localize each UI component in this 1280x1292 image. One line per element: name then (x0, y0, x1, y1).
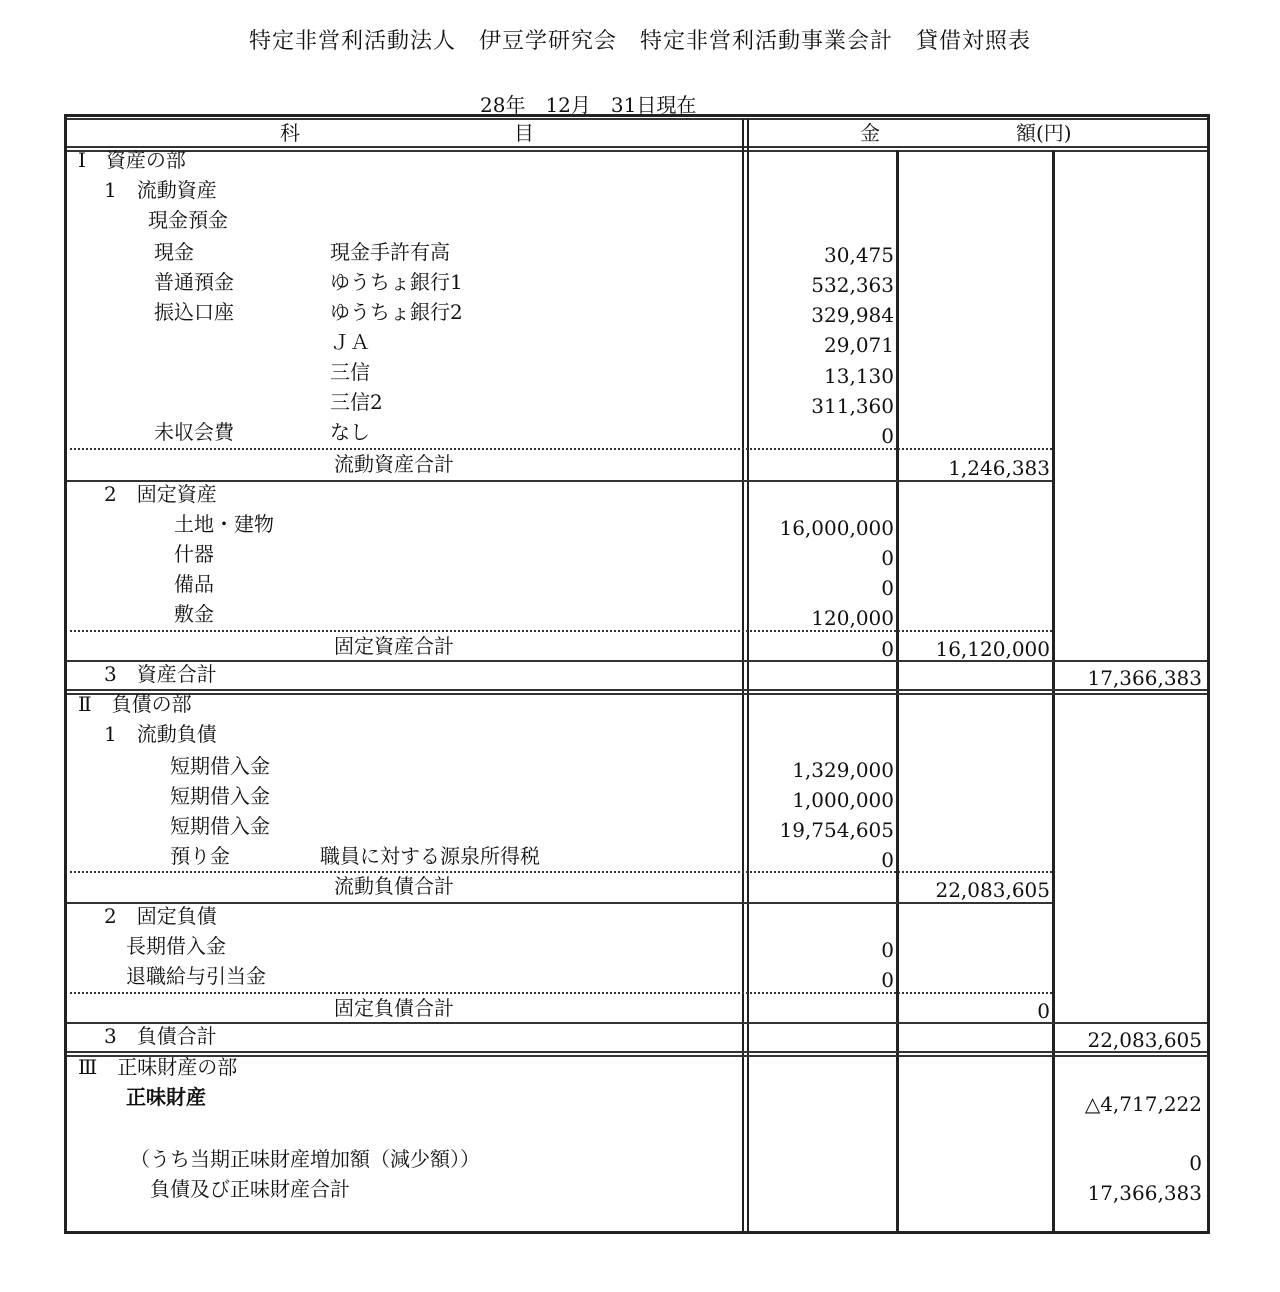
asset-detail: 三信2 (330, 390, 383, 414)
dotted-divider (70, 871, 1052, 873)
current-assets-total: 1,246,383 (948, 456, 1050, 480)
row-divider (67, 660, 1207, 662)
grand-total: 17,366,383 (1087, 1181, 1202, 1205)
asset-account: 振込口座 (154, 300, 234, 324)
net-assets-change-label: （うち当期正味財産増加額（減少額）） (130, 1147, 480, 1171)
report-title: 特定非営利活動法人 伊豆学研究会 特定非営利活動事業会計 貸借対照表 (248, 29, 1031, 54)
liabilities-section-heading: Ⅱ 負債の部 (78, 692, 192, 716)
fixed-liability-amount: 0 (881, 968, 894, 992)
current-liabilities-heading: 1 流動負債 (104, 722, 217, 746)
header-kamoku-1: 科 (280, 121, 300, 145)
dotted-divider (70, 992, 1052, 994)
liabilities-total: 22,083,605 (1087, 1028, 1202, 1052)
asset-detail: 現金手許有高 (330, 240, 450, 264)
liability-amount: 1,329,000 (792, 758, 894, 782)
net-assets-label: 正味財産 (126, 1085, 206, 1109)
header-amount-1: 金 (860, 121, 880, 145)
liability-amount: 1,000,000 (792, 788, 894, 812)
asset-detail: ゆうちょ銀行1 (330, 270, 463, 294)
fixed-asset-amount: 0 (881, 546, 894, 570)
header-top-line (67, 118, 1207, 120)
row-divider (67, 1022, 1207, 1024)
fixed-asset-account: 土地・建物 (174, 512, 274, 536)
asset-amount: 311,360 (811, 394, 894, 418)
liability-account: 短期借入金 (170, 814, 270, 838)
asset-account: 現金 (154, 240, 194, 264)
liability-account: 短期借入金 (170, 784, 270, 808)
asset-amount: 30,475 (824, 243, 894, 267)
fixed-liability-account: 長期借入金 (126, 934, 226, 958)
dotted-divider (70, 630, 1052, 632)
liability-account: 短期借入金 (170, 754, 270, 778)
asset-detail: ＪＡ (330, 330, 370, 354)
net-assets-section-heading: Ⅲ 正味財産の部 (78, 1055, 238, 1079)
fixed-liabilities-total-label: 固定負債合計 (334, 996, 454, 1020)
fixed-liability-account: 退職給与引当金 (126, 964, 266, 988)
fixed-liability-amount: 0 (881, 938, 894, 962)
assets-total-label: 3 資産合計 (104, 662, 217, 686)
col-divider-kamoku (742, 118, 749, 1234)
liability-amount: 0 (881, 848, 894, 872)
current-assets-total-label: 流動資産合計 (334, 452, 454, 476)
header-bottom-line (67, 146, 1207, 152)
net-assets-amount: △4,717,222 (1084, 1092, 1202, 1116)
asset-amount: 329,984 (811, 303, 894, 327)
net-assets-change-amount: 0 (1189, 1151, 1202, 1175)
fixed-asset-amount: 0 (881, 576, 894, 600)
cash-deposits-label: 現金預金 (148, 208, 228, 232)
asset-detail: 三信 (330, 360, 370, 384)
current-liabilities-total-label: 流動負債合計 (334, 874, 454, 898)
fixed-assets-total-label: 固定資産合計 (334, 634, 454, 658)
fixed-liabilities-total: 0 (1037, 999, 1050, 1023)
asset-amount: 0 (881, 424, 894, 448)
asset-detail: なし (330, 420, 370, 444)
grand-total-label: 負債及び正味財産合計 (150, 1177, 350, 1201)
liability-amount: 19,754,605 (779, 818, 894, 842)
asset-account: 未収会費 (154, 420, 234, 444)
asset-amount: 29,071 (824, 333, 894, 357)
fixed-asset-amount: 16,000,000 (779, 516, 894, 540)
asset-amount: 532,363 (811, 273, 894, 297)
section-divider (67, 689, 1207, 695)
current-assets-heading: 1 流動資産 (104, 178, 217, 202)
fixed-assets-heading: 2 固定資産 (104, 482, 217, 506)
dotted-divider (70, 448, 1052, 450)
liabilities-total-label: 3 負債合計 (104, 1024, 217, 1048)
fixed-assets-total-col2: 0 (881, 637, 894, 661)
header-kamoku-2: 目 (514, 121, 534, 145)
header-amount-2: 額(円) (1016, 121, 1072, 145)
asset-account: 普通預金 (154, 270, 234, 294)
fixed-assets-total: 16,120,000 (935, 637, 1050, 661)
assets-total: 17,366,383 (1087, 666, 1202, 690)
fixed-liabilities-heading: 2 固定負債 (104, 904, 217, 928)
fixed-asset-account: 敷金 (174, 602, 214, 626)
current-liabilities-total: 22,083,605 (935, 878, 1050, 902)
asset-amount: 13,130 (824, 364, 894, 388)
fixed-asset-account: 什器 (174, 542, 214, 566)
section-divider (67, 1051, 1207, 1057)
liability-detail: 職員に対する源泉所得税 (320, 844, 540, 868)
fixed-asset-account: 備品 (174, 572, 214, 596)
assets-section-heading: Ⅰ 資産の部 (78, 148, 186, 172)
liability-account: 預り金 (170, 844, 230, 868)
fixed-asset-amount: 120,000 (811, 606, 894, 630)
asset-detail: ゆうちょ銀行2 (330, 300, 463, 324)
report-date: 28年 12月 31日現在 (480, 93, 697, 117)
